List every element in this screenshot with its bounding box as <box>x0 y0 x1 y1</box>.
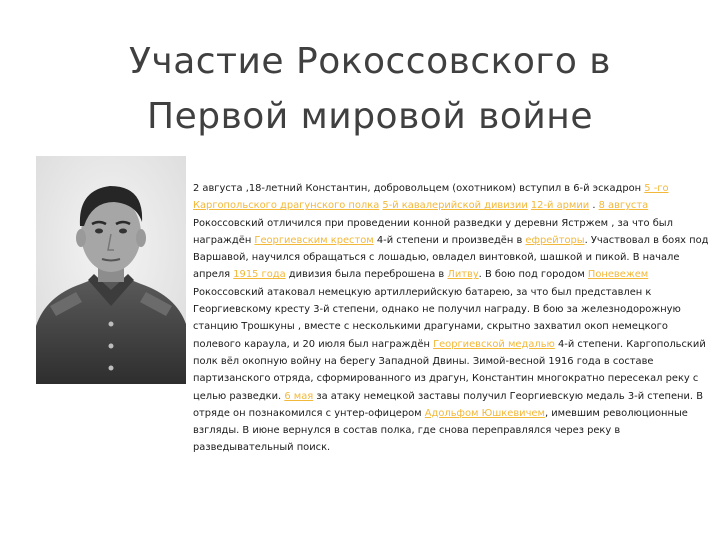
title-line-1: Участие Рокоссовского в <box>128 41 611 82</box>
body-text-segment: 4-й степени и произведён в <box>373 234 526 246</box>
link-kargopol-regiment[interactable]: 5 -го Каргопольского драгунского полка <box>193 183 669 212</box>
link-efreitor[interactable]: ефрейторы <box>525 234 585 246</box>
link-8-august[interactable]: 8 августа <box>598 200 649 212</box>
title-line-2: Первой мировой войне <box>147 96 593 137</box>
link-lithuania[interactable]: Литву <box>447 269 479 281</box>
body-text-segment: Рокоссовский атаковал немецкую артиллерийскую батарею, за что был представлен к Георгиевскому кресту 3-й степени, однако не получил награду. В бою за железнодорожную станцию Трошкуны , вместе с несколькими драгунами, скрытно захватил окоп немецкого полевого караула, и 20 июля был награждён <box>193 286 681 350</box>
link-1915[interactable]: 1915 года <box>233 269 286 281</box>
portrait-photo <box>36 156 186 384</box>
body-text-segment: 2 августа ,18-летний Константин, добровольцем (охотником) вступил в 6-й эскадрон <box>193 183 645 194</box>
link-georgievsky-medal[interactable]: Георгиевской медалью <box>433 338 555 350</box>
link-6-may[interactable]: 6 мая <box>284 390 314 402</box>
body-text-segment: Рокоссовский отличился при проведении конной разведки у деревни Ястржем , за что был награждён <box>193 217 673 246</box>
link-georgievsky-cross[interactable]: Георгиевским крестом <box>254 234 374 246</box>
link-ponevezh[interactable]: Поневежем <box>587 269 649 281</box>
body-text-segment: за атаку немецкой заставы получил Георгиевскую медаль 3-й степени. В отряде он познакомился с унтер-офицером <box>193 390 703 419</box>
body-text-segment: дивизия была переброшена в <box>285 269 448 281</box>
body-text <box>193 180 713 457</box>
link-cavalry-division[interactable]: 5-й кавалерийской дивизии <box>382 200 528 212</box>
body-text-segment: . <box>589 200 599 212</box>
link-yushkevich[interactable]: Адольфом Юшкевичем <box>424 407 545 419</box>
body-text-segment: . В бою под городом <box>478 269 588 281</box>
body-text-segment: , имевшим революционные взгляды. В июне вернулся в состав полка, где снова переправлялся через реку в разведывательный поиск. <box>193 407 688 454</box>
slide-title <box>70 34 670 144</box>
body-text-segment: . Участвовал в боях под Варшавой, научился обращаться с лошадью, овладел винтовкой, шашкой и пикой. В начале апреля <box>193 234 709 281</box>
link-12th-army[interactable]: 12-й армии <box>530 200 590 212</box>
portrait-photo-icon <box>36 156 186 384</box>
body-text-segment: 4-й степени. Каргопольский полк вёл окопную войну на берегу Западной Двины. Зимой-весной 1916 года в составе партизанского отряда, сформированного из драгун, Константин многократно пересекал реку с целью разведки. <box>193 338 706 402</box>
